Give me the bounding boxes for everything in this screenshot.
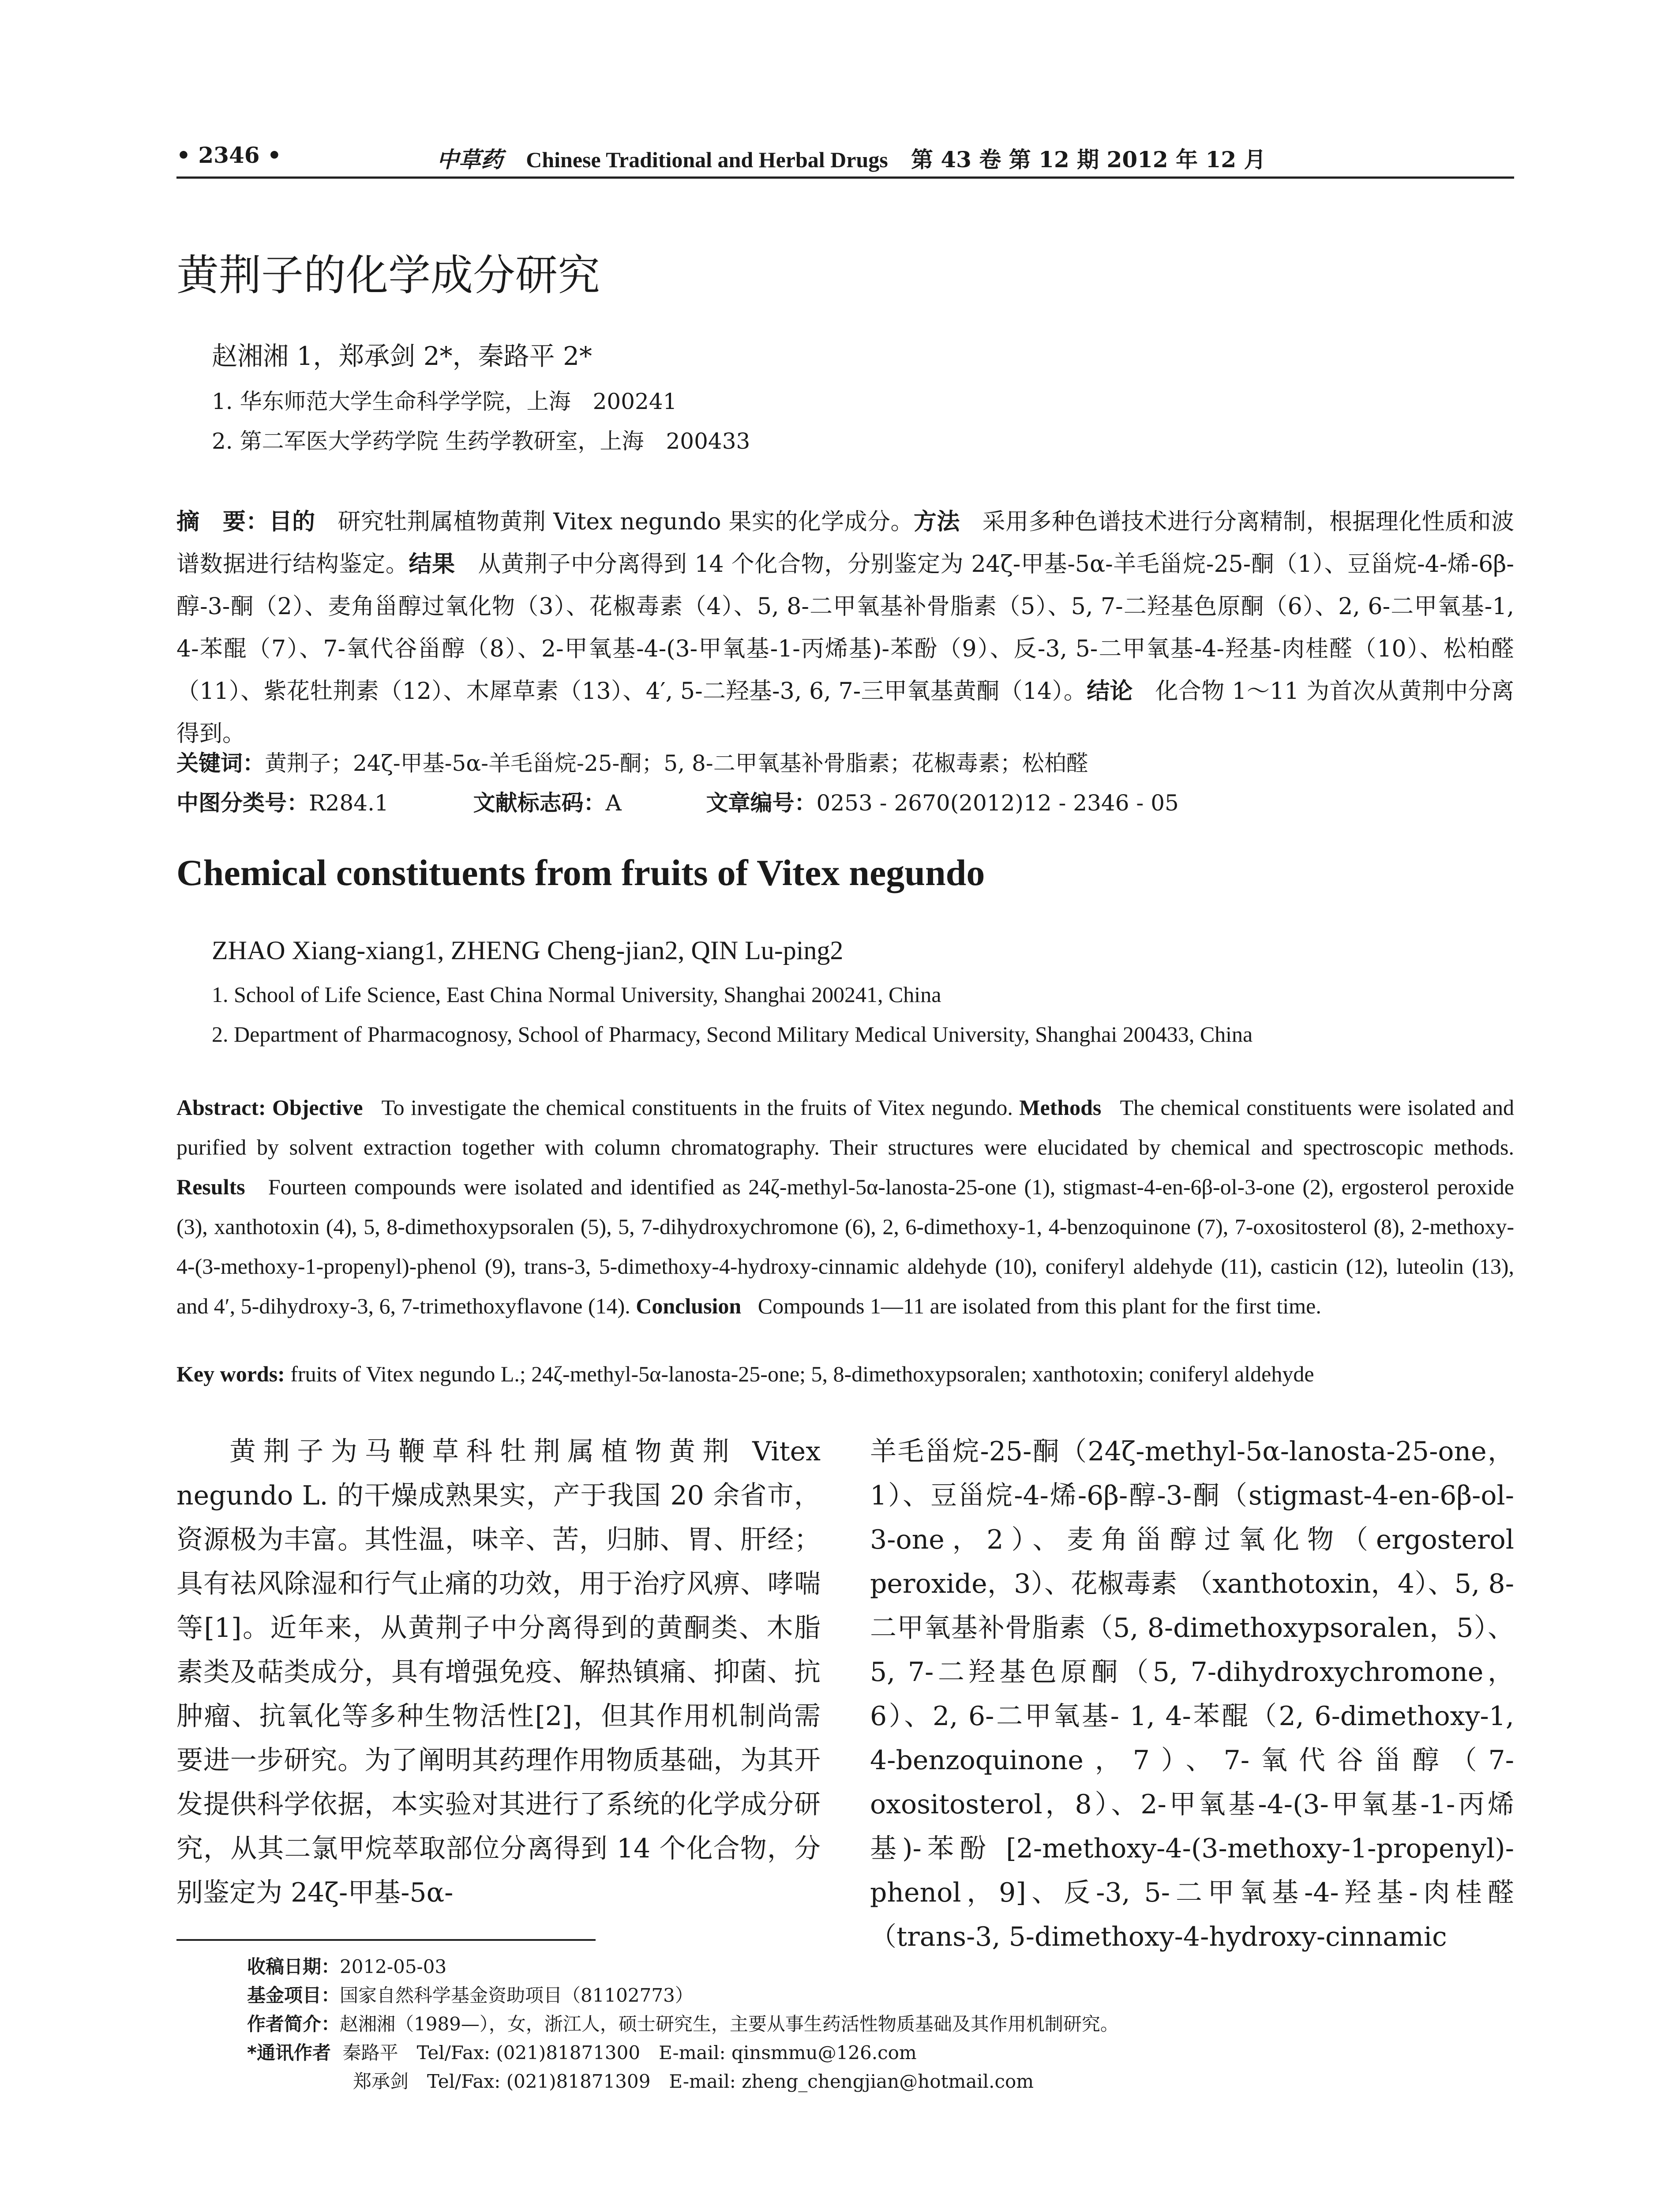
footnote-rule — [176, 1939, 596, 1941]
clc-label: 中图分类号： — [176, 790, 309, 816]
footnote-corresponding-1 — [247, 2038, 917, 2065]
journal-issue: 第 43 卷 第 12 期 2012 年 12 月 — [911, 146, 1266, 173]
keywords-text-cn: 黄荆子；24ζ-甲基-5α-羊毛甾烷-25-酮；5, 8-二甲氧基补骨脂素；花椒毒素；松柏醛 — [265, 750, 1088, 776]
journal-name-cn: 中草药 — [437, 147, 503, 173]
methods-text-en: The chemical constituents were isolated and purified by solvent extraction together with column chromatography. Their structures were elucidated by chemical and spectroscopic methods. — [176, 1095, 1514, 1159]
authors-en: ZHAO Xiang-xiang1, ZHENG Cheng-jian2, QIN Lu-ping2 — [212, 936, 844, 965]
objective-label-en: Objective — [272, 1095, 363, 1120]
footnote-text: 郑承剑 Tel/Fax: (021)81871309 E-mail: zheng_chengjian@hotmail.com — [353, 2071, 1034, 2092]
results-text-en: Fourteen compounds were isolated and identified as 24ζ-methyl-5α-lanosta-25-one (1), stigmast-4-en-6β-ol-3-one (2), ergosterol peroxide (3), xanthotoxin (4), 5, 8-dimethoxypsoralen (5), 5, 7-dihydroxychromone (6), 2, 6-dimethoxy-1, 4-benzoquinone (7), 7-oxositosterol (8), 2-methoxy-4-(3-methoxy-1-propenyl)-phenol (9), trans-3, 5-dimethoxy-4-hydroxy-cinnamic aldehyde (10), coniferyl aldehyde (11), casticin (12), luteolin (13), and 4′, 5-dihydroxy-3, 6, 7-trimethoxyflavone (14). — [176, 1174, 1514, 1318]
footnote-text: 赵湘湘（1989—），女，浙江人，硕士研究生，主要从事生药活性物质基础及其作用机制研究。 — [340, 2013, 1119, 2035]
doc-code-label: 文献标志码： — [473, 790, 606, 816]
body-column-left — [176, 1429, 821, 1915]
keywords-text-en: fruits of Vitex negundo L.; 24ζ-methyl-5α-lanosta-25-one; 5, 8-dimethoxypsoralen; xanthotoxin; coniferyl aldehyde — [290, 1362, 1314, 1386]
results-text-cn: 从黄荆子中分离得到 14 个化合物，分别鉴定为 24ζ-甲基-5α-羊毛甾烷-25-酮（1）、豆甾烷-4-烯-6β-醇-3-酮（2）、麦角甾醇过氧化物（3）、花椒毒素（4）、5, 8-二甲氧基补骨脂素（5）、5, 7-二羟基色原酮（6）、2, 6-二甲氧基-1, 4-苯醌（7）、7-氧代谷甾醇（8）、2-甲氧基-4-(3-甲氧基-1-丙烯基)-苯酚（9）、反-3, 5-二甲氧基-4-羟基-肉桂醛（10）、松柏醛（11）、紫花牡荆素（12）、木犀草素（13）、4′, 5-二羟基-3, 6, 7-三甲氧基黄酮（14）。 — [176, 551, 1514, 705]
keywords-en — [176, 1361, 1514, 1387]
article-number-label: 文章编号： — [706, 790, 817, 816]
abstract-label-en: Abstract: — [176, 1095, 266, 1120]
body-column-right — [870, 1429, 1514, 1959]
affiliation-en-1: 1. School of Life Science, East China Normal University, Shanghai 200241, China — [212, 982, 941, 1007]
conclusion-text-cn: 化合物 1～11 为首次从黄荆中分离得到。 — [176, 678, 1514, 747]
authors-cn: 赵湘湘 1，郑承剑 2*，秦路平 2* — [212, 341, 592, 371]
footnote-received — [247, 1952, 446, 1979]
clc-value: R284.1 — [309, 790, 389, 816]
footnote-text: 国家自然科学基金资助项目（81102773） — [340, 1985, 694, 2006]
conclusion-label-cn: 结论 — [1087, 678, 1133, 705]
footnote-label: *通讯作者 — [247, 2042, 331, 2063]
footnote-author-bio — [247, 2010, 1119, 2036]
results-label-cn: 结果 — [409, 551, 455, 578]
footnote-text: 2012-05-03 — [340, 1956, 447, 1977]
keywords-label-cn: 关键词： — [176, 750, 265, 776]
body-paragraph-left: 黄荆子为马鞭草科牡荆属植物黄荆 Vitex negundo L. 的干燥成熟果实，产于我国 20 余省市，资源极为丰富。其性温，味辛、苦，归肺、胃、肝经；具有祛风除湿和行气止痛的功效，用于治疗风痹、哮喘等[1]。近年来，从黄荆子中分离得到的黄酮类、木脂素类及萜类成分，具有增强免疫、解热镇痛、抑菌、抗肿瘤、抗氧化等多种生物活性[2]，但其作用机制尚需要进一步研究。为了阐明其药理作用物质基础，为其开发提供科学依据，本实验对其进行了系统的化学成分研究，从其二氯甲烷萃取部位分离得到 14 个化合物，分别鉴定为 24ζ-甲基-5α- — [176, 1436, 821, 1908]
journal-info — [437, 142, 1266, 174]
classification-line — [176, 785, 1179, 817]
running-header — [176, 142, 1514, 173]
affiliation-en-2: 2. Department of Pharmacognosy, School of Pharmacy, Second Military Medical University, Shanghai 200433, China — [212, 1022, 1253, 1047]
abstract-label-cn: 摘 要： — [176, 509, 269, 535]
header-rule — [176, 176, 1514, 179]
conclusion-text-en: Compounds 1—11 are isolated from this plant for the first time. — [758, 1294, 1321, 1318]
article-title-cn: 黄荆子的化学成分研究 — [176, 251, 600, 300]
methods-label-cn: 方法 — [913, 509, 960, 535]
article-number-value: 0253 - 2670(2012)12 - 2346 - 05 — [816, 790, 1179, 816]
conclusion-label-en: Conclusion — [636, 1294, 742, 1318]
footnote-text: 秦路平 Tel/Fax: (021)81871300 E-mail: qinsmmu@126.com — [342, 2042, 917, 2063]
objective-label-cn: 目的 — [269, 509, 315, 535]
affiliation-cn-1: 1. 华东师范大学生命科学学院，上海 200241 — [212, 389, 677, 414]
keywords-cn — [176, 746, 1088, 777]
footnote-label: 基金项目： — [247, 1985, 340, 2006]
abstract-cn — [176, 501, 1514, 755]
objective-text-en: To investigate the chemical constituents in the fruits of Vitex negundo. — [381, 1095, 1013, 1120]
footnote-label: 作者简介： — [247, 2013, 340, 2035]
footnote-label: 收稿日期： — [247, 1956, 340, 1977]
body-paragraph-right: 羊毛甾烷-25-酮（24ζ-methyl-5α-lanosta-25-one，1）、豆甾烷-4-烯-6β-醇-3-酮（stigmast-4-en-6β-ol-3-one，2）、麦角甾醇过氧化物（ergosterol peroxide，3）、花椒毒素 （xanthotoxin，4）、5, 8-二甲氧基补骨脂素（5, 8-dimethoxypsoralen，5）、5, 7-二羟基色原酮（5, 7-dihydroxychromone，6）、2, 6-二甲氧基- 1, 4-苯醌（2, 6-dimethoxy-1, 4-benzoquinone，7）、7-氧代谷甾醇（7-oxositosterol，8）、2-甲氧基-4-(3-甲氧基-1-丙烯基)-苯酚 [2-methoxy-4-(3-methoxy-1-propenyl)-phenol，9]、反-3, 5-二甲氧基-4-羟基-肉桂醛（trans-3, 5-dimethoxy-4-hydroxy-cinnamic — [870, 1436, 1514, 1952]
article-title-en: Chemical constituents from fruits of Vitex negundo — [176, 852, 985, 893]
doc-code-value: A — [605, 790, 622, 816]
journal-name-en: Chinese Traditional and Herbal Drugs — [526, 147, 888, 172]
objective-text-cn: 研究牡荆属植物黄荆 Vitex negundo 果实的化学成分。 — [338, 509, 914, 535]
methods-text-cn: 采用多种色谱技术进行分离精制，根据理化性质和波谱数据进行结构鉴定。 — [176, 509, 1514, 578]
footnote-funding — [247, 1981, 694, 2007]
keywords-label-en: Key words: — [176, 1362, 285, 1386]
affiliation-cn-2: 2. 第二军医大学药学院 生药学教研室，上海 200433 — [212, 428, 750, 454]
page-number: • 2346 • — [176, 142, 281, 168]
abstract-en — [176, 1088, 1514, 1326]
footnote-corresponding-2 — [353, 2067, 1034, 2093]
methods-label-en: Methods — [1019, 1095, 1102, 1120]
results-label-en: Results — [176, 1174, 245, 1199]
